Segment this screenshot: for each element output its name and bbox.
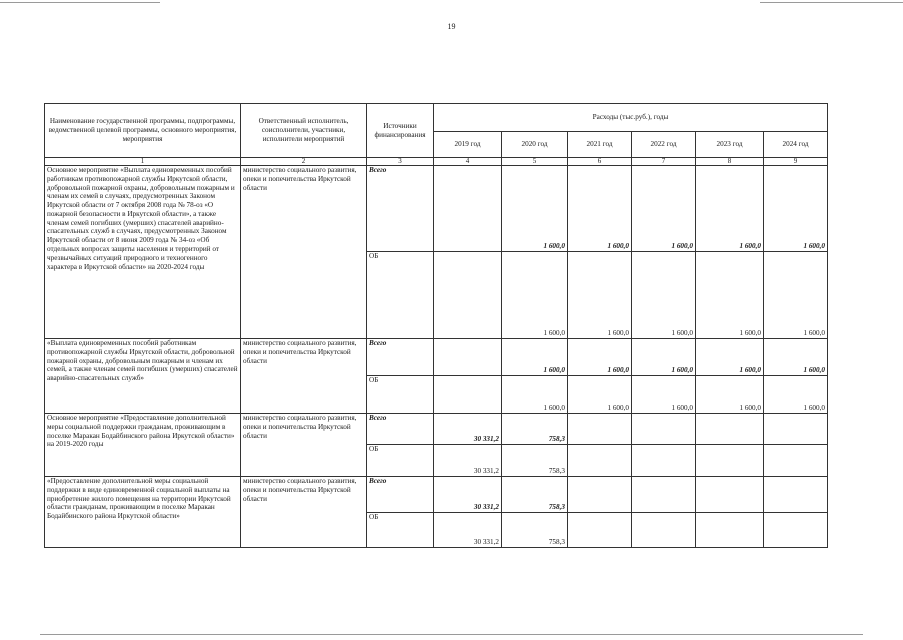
table-row [45, 339, 828, 376]
header-source: Источники финансирования [367, 104, 434, 158]
column-number: 1 [45, 158, 241, 166]
column-number: 4 [434, 158, 502, 166]
header-year: 2021 год [568, 132, 632, 158]
value-cell [764, 414, 828, 445]
value-cell: 30 331,2 [434, 513, 502, 548]
value-cell [696, 445, 764, 477]
program-name-cell: Основное мероприятие «Выплата единовременных пособий работникам противопожарной службы Иркутской области, добровольной пожарной охраны, добровольным пожарным и членам их семей в случаях, предусмотренных Законом Иркутской области от 7 октября 2008 года № 78-оз «О пожарной безопасности в Иркутской области», а также членам семей погибших (умерших) спасателей аварийно-спасательных служб в случаях, предусмотренных Законом Иркутской области от 8 июня 2009 года № 34-оз «Об отдельных вопросах защиты населения и территорий от чрезвычайных ситуаций природного и техногенного характера в Иркутской области» на 2020-2024 годы [45, 166, 241, 339]
value-cell [632, 445, 696, 477]
scan-artifact-line [0, 2, 160, 3]
value-cell: 758,3 [502, 414, 568, 445]
value-cell: 758,3 [502, 445, 568, 477]
column-number: 6 [568, 158, 632, 166]
source-cell: Всего [367, 477, 434, 513]
value-cell: 1 600,0 [696, 376, 764, 414]
value-cell: 1 600,0 [696, 252, 764, 339]
column-number: 9 [764, 158, 828, 166]
value-cell: 1 600,0 [568, 166, 632, 252]
value-cell: 1 600,0 [502, 252, 568, 339]
program-name-cell: «Предоставление дополнительной меры социальной поддержки в виде единовременной социальной выплаты на приобретение жилого помещения на территории Иркутской области гражданам, проживающим в поселке Маракан Бодайбинского района Иркутской области» [45, 477, 241, 548]
responsible-cell: министерство социального развития, опеки и попечительства Иркутской области [241, 477, 367, 548]
source-cell: ОБ [367, 376, 434, 414]
column-number: 8 [696, 158, 764, 166]
table-row [45, 477, 828, 513]
value-cell [434, 339, 502, 376]
table-row [45, 414, 828, 445]
source-cell: ОБ [367, 252, 434, 339]
value-cell: 1 600,0 [502, 376, 568, 414]
column-number: 7 [632, 158, 696, 166]
value-cell: 30 331,2 [434, 477, 502, 513]
header-row [45, 104, 828, 132]
header-year: 2020 год [502, 132, 568, 158]
page-number: 19 [447, 22, 456, 31]
value-cell [568, 414, 632, 445]
header-responsible: Ответственный исполнитель, соисполнители, участники, исполнители мероприятий [241, 104, 367, 158]
header-year: 2019 год [434, 132, 502, 158]
responsible-cell: министерство социального развития, опеки и попечительства Иркутской области [241, 414, 367, 477]
value-cell [434, 252, 502, 339]
value-cell [764, 513, 828, 548]
header-name: Наименование государственной программы, подпрограммы, ведомственной целевой программы, основного мероприятия, мероприятия [45, 104, 241, 158]
value-cell: 1 600,0 [502, 166, 568, 252]
source-cell: Всего [367, 339, 434, 376]
value-cell [632, 477, 696, 513]
scan-artifact-line [760, 2, 903, 3]
value-cell [434, 166, 502, 252]
value-cell [632, 414, 696, 445]
value-cell: 1 600,0 [696, 339, 764, 376]
source-cell: Всего [367, 166, 434, 252]
value-cell: 30 331,2 [434, 414, 502, 445]
value-cell: 1 600,0 [764, 376, 828, 414]
value-cell [632, 513, 696, 548]
value-cell: 1 600,0 [568, 339, 632, 376]
value-cell [568, 477, 632, 513]
value-cell [764, 445, 828, 477]
value-cell: 1 600,0 [568, 252, 632, 339]
value-cell [696, 513, 764, 548]
column-number: 5 [502, 158, 568, 166]
header-year: 2022 год [632, 132, 696, 158]
header-year: 2023 год [696, 132, 764, 158]
budget-table [44, 103, 828, 548]
table-row [45, 166, 828, 252]
value-cell: 1 600,0 [764, 252, 828, 339]
value-cell: 1 600,0 [502, 339, 568, 376]
header-expenses: Расходы (тыс.руб.), годы [434, 104, 828, 132]
value-cell: 1 600,0 [764, 166, 828, 252]
scan-artifact-line [40, 634, 863, 635]
value-cell: 1 600,0 [696, 166, 764, 252]
value-cell [764, 477, 828, 513]
column-numbers-row [45, 158, 828, 166]
value-cell [696, 414, 764, 445]
value-cell: 758,3 [502, 477, 568, 513]
value-cell: 1 600,0 [632, 339, 696, 376]
value-cell [568, 513, 632, 548]
source-cell: ОБ [367, 513, 434, 548]
source-cell: ОБ [367, 445, 434, 477]
value-cell: 1 600,0 [764, 339, 828, 376]
value-cell: 1 600,0 [632, 252, 696, 339]
responsible-cell: министерство социального развития, опеки и попечительства Иркутской области [241, 166, 367, 339]
program-name-cell: «Выплата единовременных пособий работникам противопожарной службы Иркутской области, добровольной пожарной охраны, добровольным пожарным и членам их семей, а также членам семей погибших (умерших) спасателей аварийно-спасательных служб» [45, 339, 241, 414]
value-cell: 1 600,0 [632, 166, 696, 252]
program-name-cell: Основное мероприятие «Предоставление дополнительной меры социальной поддержки гражданам, проживающим в поселке Маракан Бодайбинского района Иркутской области» на 2019-2020 годы [45, 414, 241, 477]
column-number: 2 [241, 158, 367, 166]
value-cell [568, 445, 632, 477]
value-cell: 1 600,0 [568, 376, 632, 414]
value-cell: 758,3 [502, 513, 568, 548]
responsible-cell: министерство социального развития, опеки и попечительства Иркутской области [241, 339, 367, 414]
value-cell [696, 477, 764, 513]
column-number: 3 [367, 158, 434, 166]
source-cell: Всего [367, 414, 434, 445]
header-year: 2024 год [764, 132, 828, 158]
value-cell [434, 376, 502, 414]
value-cell: 30 331,2 [434, 445, 502, 477]
value-cell: 1 600,0 [632, 376, 696, 414]
